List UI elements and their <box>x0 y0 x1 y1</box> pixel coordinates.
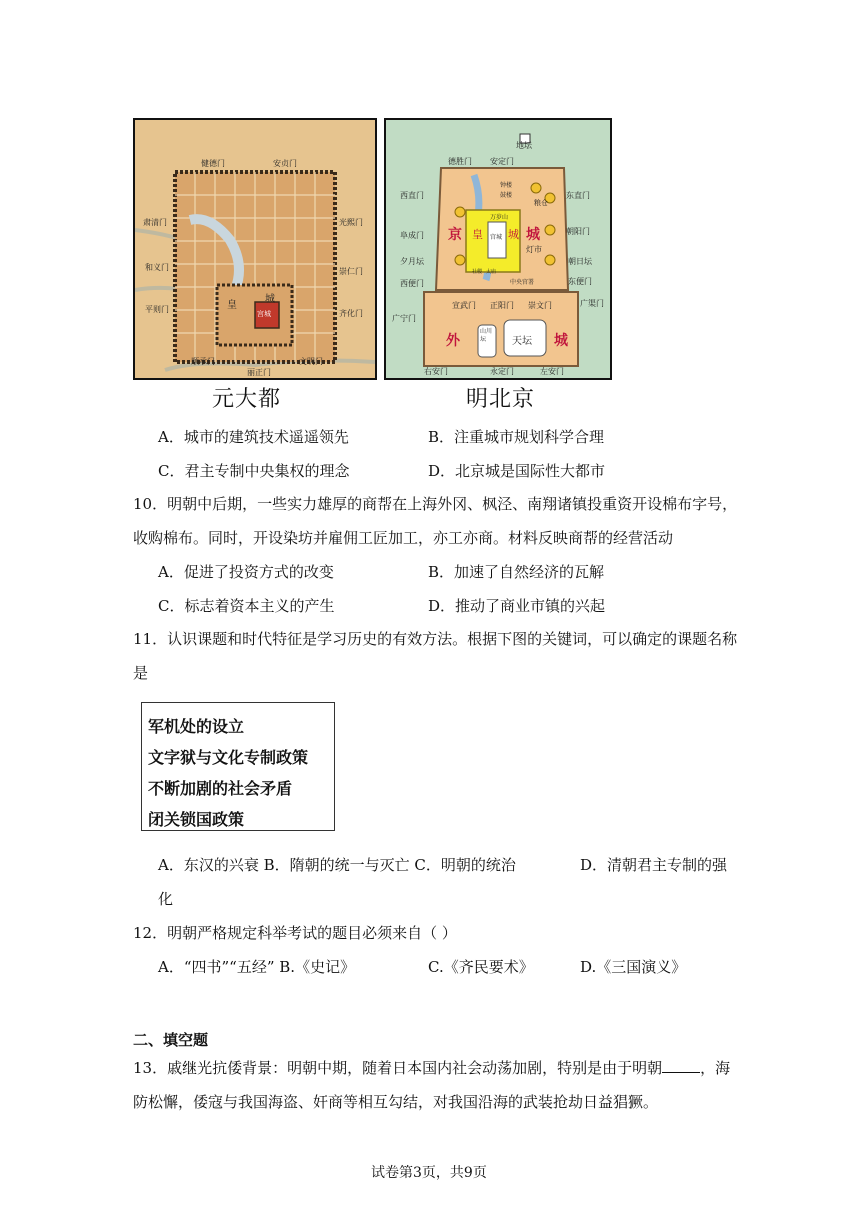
yuan-map-caption: 元大都 <box>212 387 282 412</box>
ming-gate-youan: 右安门 <box>424 367 448 376</box>
yuan-dadu-map <box>133 118 377 380</box>
q10-option-d: D．推动了商业市镇的兴起 <box>428 597 606 615</box>
q9-option-c: C．君主专制中央集权的理念 <box>158 462 350 480</box>
q9-option-a: A．城市的建筑技术遥遥领先 <box>158 428 349 446</box>
q10-stem-line2: 收购棉布。同时，开设染坊并雇佣工匠加工，亦工亦商。材料反映商帮的经营活动 <box>133 529 674 547</box>
yuan-gate-shuncheng: 顺承门 <box>191 357 215 366</box>
page-footer: 试卷第3页，共9页 <box>371 1165 487 1181</box>
ming-waicheng-char: 城 <box>554 333 568 349</box>
ming-gate-xizhi: 西直门 <box>400 191 424 200</box>
yuan-gate-wenming: 文明门 <box>299 357 323 366</box>
yuan-gate-qihua: 齐化门 <box>339 309 363 318</box>
q9-option-d: D．北京城是国际性大都市 <box>428 462 606 480</box>
ming-chaoritan: 朝日坛 <box>568 257 592 266</box>
ming-bell-tower: 钟楼 <box>500 182 513 189</box>
q10-stem-line1: 10．明朝中后期，一些实力雄厚的商帮在上海外冈、枫泾、南翔诸镇投重资开设棉布字号， <box>133 495 738 513</box>
ming-huangcheng-char: 城 <box>508 228 519 241</box>
ming-gate-zhengyang: 正阳门 <box>490 301 514 310</box>
q11-keyword-box <box>141 702 335 831</box>
yuan-gate-pingze: 平则门 <box>145 305 169 314</box>
ming-jing-char: 京 <box>448 227 462 243</box>
yuan-gate-chongren: 崇仁门 <box>339 267 363 276</box>
q13-stem-line1-part1: 13．戚继光抗倭背景：明朝中期，随着日本国内社会动荡加剧，特别是由于明朝 <box>133 1059 663 1077</box>
ming-jingcheng-char: 城 <box>526 227 540 243</box>
ming-xiyuetan: 夕月坛 <box>400 257 424 266</box>
q11-keyword-3: 不断加剧的社会矛盾 <box>148 779 293 798</box>
ming-huang-char: 皇 <box>472 228 483 241</box>
q11-options-abc: A．东汉的兴衰 B．隋朝的统一与灭亡 C．明朝的统治 <box>158 856 516 874</box>
ming-map-caption: 明北京 <box>466 387 536 412</box>
ming-gate-fucheng: 阜成门 <box>400 231 424 240</box>
q13-stem-line1-part2: ，海 <box>700 1059 731 1077</box>
q13-answer-blank[interactable] <box>662 1058 700 1073</box>
ming-shanchuantan: 山川坛 <box>480 328 493 343</box>
yuan-imperial-city-char2: 城 <box>265 294 275 305</box>
ming-tiantan: 天坛 <box>512 336 532 347</box>
q11-stem-line2: 是 <box>133 664 149 682</box>
q11-stem-line1: 11．认识课题和时代特征是学习历史的有效方法。根据下图的关键词，可以确定的课题名称 <box>133 630 738 648</box>
q12-stem: 12．明朝严格规定科举考试的题目必须来自（ ） <box>133 924 457 942</box>
q12-options-ab: A．“四书”“五经” B.《史记》 <box>158 958 356 976</box>
q11-keyword-1: 军机处的设立 <box>148 717 245 736</box>
q11-keyword-4: 闭关锁国政策 <box>148 810 245 829</box>
yuan-imperial-city-char1: 皇 <box>227 300 237 311</box>
ming-dengshi: 灯市 <box>526 245 542 254</box>
ming-gate-zuoan: 左安门 <box>540 367 564 376</box>
q11-keyword-2: 文字狱与文化专制政策 <box>148 748 309 767</box>
q12-option-d: D.《三国演义》 <box>580 958 687 976</box>
yuan-gate-guangxi: 光熙门 <box>339 218 363 227</box>
ming-gate-xuanwu: 宣武门 <box>452 301 476 310</box>
ming-gate-guangqu: 广渠门 <box>580 299 604 308</box>
q11-option-d: D．清朝君主专制的强 <box>580 856 728 874</box>
yuan-gate-jiande: 健德门 <box>201 159 225 168</box>
ming-gate-yongding: 永定门 <box>490 367 514 376</box>
ming-central-offices: 中央官署 <box>510 279 535 286</box>
ming-gate-guangning: 广宁门 <box>392 314 416 323</box>
q12-option-c: C.《齐民要术》 <box>428 958 534 976</box>
ming-wai-char: 外 <box>446 333 460 349</box>
q13-stem-line2: 防松懈，倭寇与我国海盗、奸商等相互勾结，对我国沿海的武装抢劫日益猖獗。 <box>133 1093 659 1111</box>
ming-drum-tower: 鼓楼 <box>500 192 513 199</box>
section-title-fill-in: 二、填空题 <box>133 1031 209 1049</box>
yuan-palace-city: 宫城 <box>257 310 271 318</box>
yuan-gate-anzhen: 安贞门 <box>273 159 297 168</box>
ming-ditan: 地坛 <box>516 141 532 150</box>
ming-taimiao: 太庙 <box>486 269 497 275</box>
yuan-gate-lizheng: 丽正门 <box>247 368 271 377</box>
ming-gate-desheng: 德胜门 <box>448 157 472 166</box>
ming-gate-chongwen: 崇文门 <box>528 301 552 310</box>
ming-gate-dongzhi: 东直门 <box>566 191 590 200</box>
ming-gate-xibian: 西便门 <box>400 279 424 288</box>
q10-option-a: A．促进了投资方式的改变 <box>158 563 334 581</box>
ming-wansuishan: 万岁山 <box>490 214 509 221</box>
q9-option-b: B．注重城市规划科学合理 <box>428 428 605 446</box>
ming-gate-chaoyang: 朝阳门 <box>566 227 590 236</box>
q11-option-d-continued: 化 <box>158 890 174 908</box>
ming-gate-anding: 安定门 <box>490 157 514 166</box>
ming-palace: 宫城 <box>490 234 503 241</box>
yuan-gate-heyi: 和义门 <box>145 263 169 272</box>
q10-option-c: C．标志着资本主义的产生 <box>158 597 335 615</box>
yuan-map-drawing <box>135 120 375 378</box>
ming-beijing-map <box>384 118 612 380</box>
ming-granary: 粮仓 <box>534 199 548 207</box>
ming-sheji: 社稷 <box>472 269 483 275</box>
ming-gate-dongbian: 东便门 <box>568 277 592 286</box>
yuan-gate-suqing: 肃清门 <box>143 218 167 227</box>
q10-option-b: B．加速了自然经济的瓦解 <box>428 563 605 581</box>
q13-stem-line1 <box>133 1058 730 1078</box>
